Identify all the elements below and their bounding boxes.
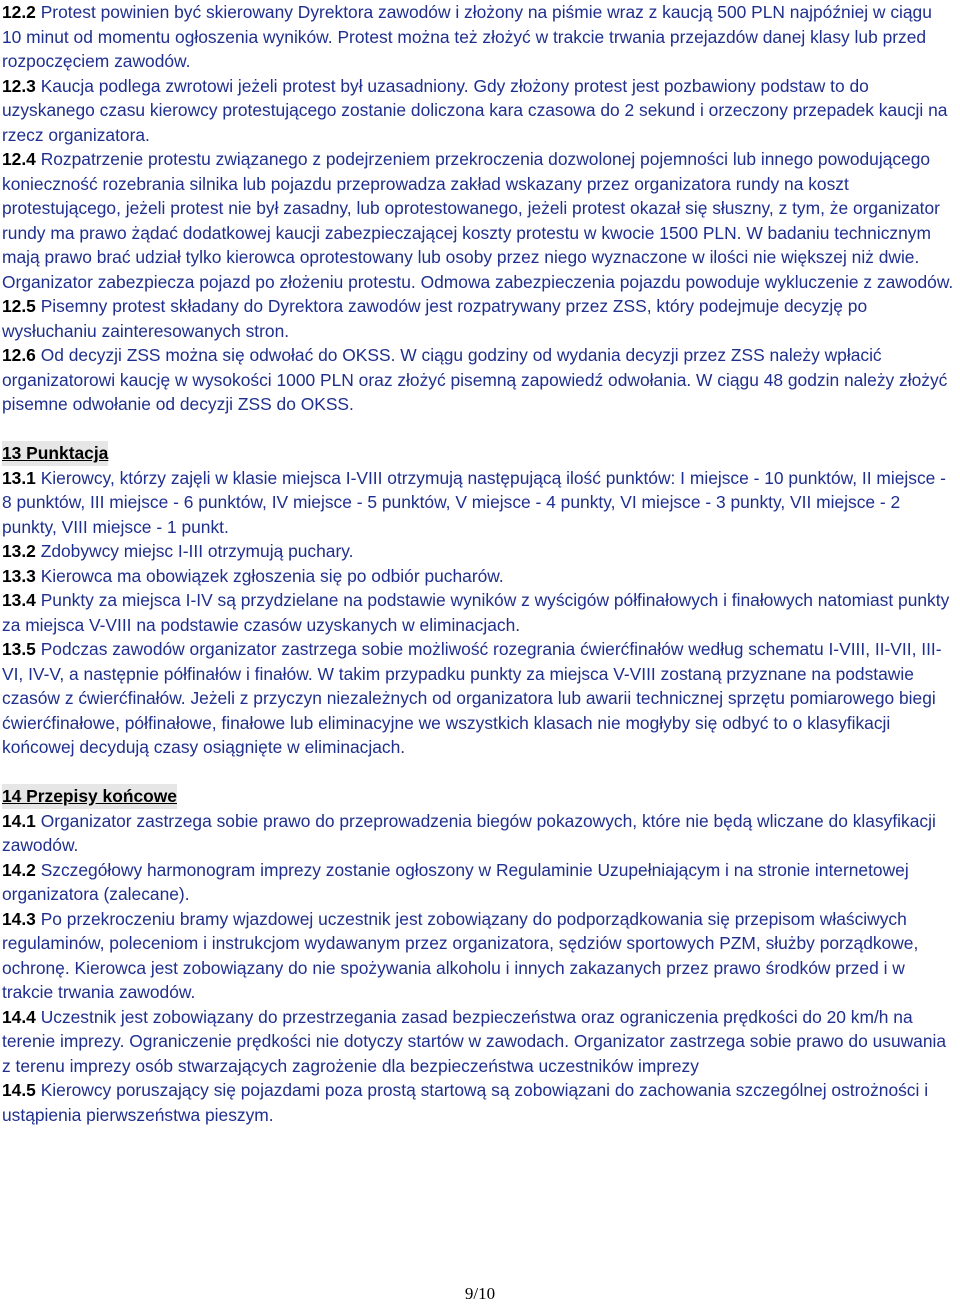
paragraph bbox=[2, 147, 956, 294]
clause-text: Podczas zawodów organizator zastrzega sobie możliwość rozegrania ćwierćfinałów według schematu I-VIII, II-VII, III-VI, IV-V, a następnie półfinałów i finałów. bbox=[2, 639, 942, 684]
clause-number: 13.1 bbox=[2, 467, 36, 488]
clause-text: W takim przypadku punkty za miejsca V-VIII zostaną przyznane na podstawie czasów z ćwierćfinałów. bbox=[2, 663, 914, 708]
paragraph bbox=[2, 74, 956, 148]
paragraph bbox=[2, 858, 956, 907]
clause-text: Kierowcy poruszający się pojazdami poza prostą startową są zobowiązani do zachowania szczególnej ostrożności i ustąpienia pierwszeństwa pieszym. bbox=[2, 1080, 929, 1125]
paragraph bbox=[2, 0, 956, 74]
clause-text: Odmowa zabezpieczenia pojazdu powoduje wykluczenie z zawodów. bbox=[415, 271, 954, 292]
paragraph bbox=[2, 637, 956, 760]
clause-text: Kierowcy, którzy zajęli w klasie miejsca I-VIII otrzymują następującą ilość punktów: I miejsce - 10 punktów, II miejsce - 8 punktów, III miejsce - 6 punktów, IV miejsce - 5 punktów, V miejsce - 4 punkty, VI miejsce - 3 punkty, VII miejsce - 2 punkty, VIII miejsce - 1 punkt. bbox=[2, 467, 946, 537]
clause-text: Szczegółowy harmonogram imprezy zostanie ogłoszony w Regulaminie Uzupełniającym i na stronie internetowej organizatora (zalecane). bbox=[2, 859, 909, 904]
clause-text: Rozpatrzenie protestu związanego z podejrzeniem przekroczenia dozwolonej pojemności lub innego powodującego konieczność rozebrania silnika lub pojazdu przeprowadza zakład wskazany przez organizatora rundy na koszt protestującego, jeżeli protest nie był zasadny, lub oprotestowanego, jeżeli protest okazał się słuszny, z tym, że organizator rundy ma prawo żądać dodatkowej kaucji zabezpieczającej koszty protestu w kwocie 1500 PLN. bbox=[2, 149, 940, 243]
clause-text: Pisemny protest składany do Dyrektora zawodów jest rozpatrywany przez ZSS, który podejmuje decyzję po wysłuchaniu zainteresowanych stron. bbox=[2, 296, 868, 341]
clause-number: 13.5 bbox=[2, 639, 36, 659]
clause-text: Uczestnik jest zobowiązany do przestrzegania zasad bezpieczeństwa oraz ograniczenia prędkości do 20 km/h na terenie imprezy. bbox=[2, 1006, 913, 1051]
paragraph bbox=[2, 564, 956, 589]
paragraph bbox=[2, 539, 956, 564]
clause-number: 13.3 bbox=[2, 565, 36, 586]
clause-text: Protest powinien być skierowany Dyrektora zawodów i złożony na piśmie wraz z kaucją 500 PLN najpóźniej w ciągu 10 minut od momentu ogłoszenia wyników. bbox=[2, 2, 932, 47]
paragraph bbox=[2, 466, 956, 540]
paragraph bbox=[2, 343, 956, 417]
clause-number: 13.4 bbox=[2, 590, 36, 610]
document-page bbox=[2, 0, 956, 1127]
section-heading: 14 Przepisy końcowe bbox=[2, 784, 177, 809]
clause-number: 12.5 bbox=[2, 296, 36, 316]
paragraph bbox=[2, 588, 956, 637]
page-number: 9/10 bbox=[464, 1284, 496, 1303]
clause-text: Organizator zastrzega sobie prawo do przeprowadzenia biegów pokazowych, które nie będą wliczane do klasyfikacji zawodów. bbox=[2, 810, 936, 855]
clause-number: 14.4 bbox=[2, 1006, 36, 1027]
clause-number: 14.5 bbox=[2, 1080, 36, 1100]
clause-number: 13.2 bbox=[2, 541, 36, 561]
clause-text: Zdobywcy miejsc I-III otrzymują puchary. bbox=[35, 541, 354, 561]
clause-text: Jeżeli z przyczyn niezależnych od organizatora lub awarii technicznej sprzętu pomiarowego biegi ćwierćfinałowe, półfinałowe, finałowe lub eliminacyjne we wszystkich klasach nie mogłyby się odbyć to o klasyfikacji końcowej decydują czasy osiągnięte w eliminacjach. bbox=[2, 688, 936, 757]
clause-text: Po przekroczeniu bramy wjazdowej uczestnik jest zobowiązany do podporządkowania się przepisom właściwych regulaminów, poleceniom i instrukcjom wydawanym przez organizatora, sędziów sportowych PZM, służby porządkowe, ochronę. bbox=[2, 908, 919, 978]
clause-text: W badaniu technicznym mają prawo brać udział tylko kierowca oprotestowany lub osoby przez niego wyznaczone w ilości nie większej niż dwie. bbox=[2, 222, 931, 267]
paragraph bbox=[2, 907, 956, 1005]
clause-text: Kierowca ma obowiązek zgłoszenia się po odbiór pucharów. bbox=[35, 565, 504, 586]
spacer bbox=[2, 417, 956, 442]
clause-text: Od decyzji ZSS można się odwołać do OKSS. bbox=[35, 345, 396, 365]
clause-text: Organizator zabezpiecza pojazd po złożeniu protestu. bbox=[2, 271, 416, 292]
clause-text: Protest można też złożyć w trakcie trwania przejazdów danej klasy lub przed rozpoczęciem zawodów. bbox=[2, 26, 927, 71]
clause-text: Gdy złożony protest jest pozbawiony podstaw to do uzyskanego czasu kierowcy protestującego zostanie doliczona kara czasowa do 2 sekund i orzeczony przepadek kaucji na rzecz organizatora. bbox=[2, 75, 948, 145]
clause-number: 14.3 bbox=[2, 908, 36, 929]
clause-text: Kaucja podlega zwrotowi jeżeli protest był uzasadniony. bbox=[35, 75, 469, 96]
clause-number: 12.3 bbox=[2, 75, 36, 96]
clause-text: Punkty za miejsca I-IV są przydzielane na podstawie wyników z wyścigów półfinałowych i finałowych natomiast punkty za miejsca V-VIII na podstawie czasów uzyskanych w eliminacjach. bbox=[2, 590, 950, 635]
clause-text: W ciągu godziny od wydania decyzji przez ZSS należy wpłacić organizatorowi kaucję w wysokości 1000 PLN oraz złożyć pisemną zapowiedź odwołania. bbox=[2, 345, 882, 390]
paragraph bbox=[2, 294, 956, 343]
paragraph bbox=[2, 1005, 956, 1079]
section-heading-row bbox=[2, 441, 956, 466]
paragraph bbox=[2, 809, 956, 858]
clause-text: Ograniczenie prędkości nie dotyczy startów w zawodach. Organizator zastrzega sobie prawo do usuwania z terenu imprezy osób stwarzających zagrożenie dla bezpieczeństwa uczestników imprezy bbox=[2, 1031, 947, 1076]
section-heading: 13 Punktacja bbox=[2, 441, 108, 466]
section-heading-row bbox=[2, 784, 956, 809]
clause-number: 14.2 bbox=[2, 859, 36, 880]
paragraph bbox=[2, 1078, 956, 1127]
clause-number: 14.1 bbox=[2, 810, 36, 831]
clause-text: W ciągu 48 godzin należy złożyć pisemne odwołanie od decyzji ZSS do OKSS. bbox=[2, 369, 948, 414]
clause-number: 12.2 bbox=[2, 2, 36, 22]
clause-number: 12.4 bbox=[2, 149, 36, 169]
clause-number: 12.6 bbox=[2, 345, 36, 365]
clause-text: Kierowca jest zobowiązany do nie spożywania alkoholu i innych zakazanych przez prawo środków przed i w trakcie trwania zawodów. bbox=[2, 957, 905, 1002]
spacer bbox=[2, 760, 956, 785]
